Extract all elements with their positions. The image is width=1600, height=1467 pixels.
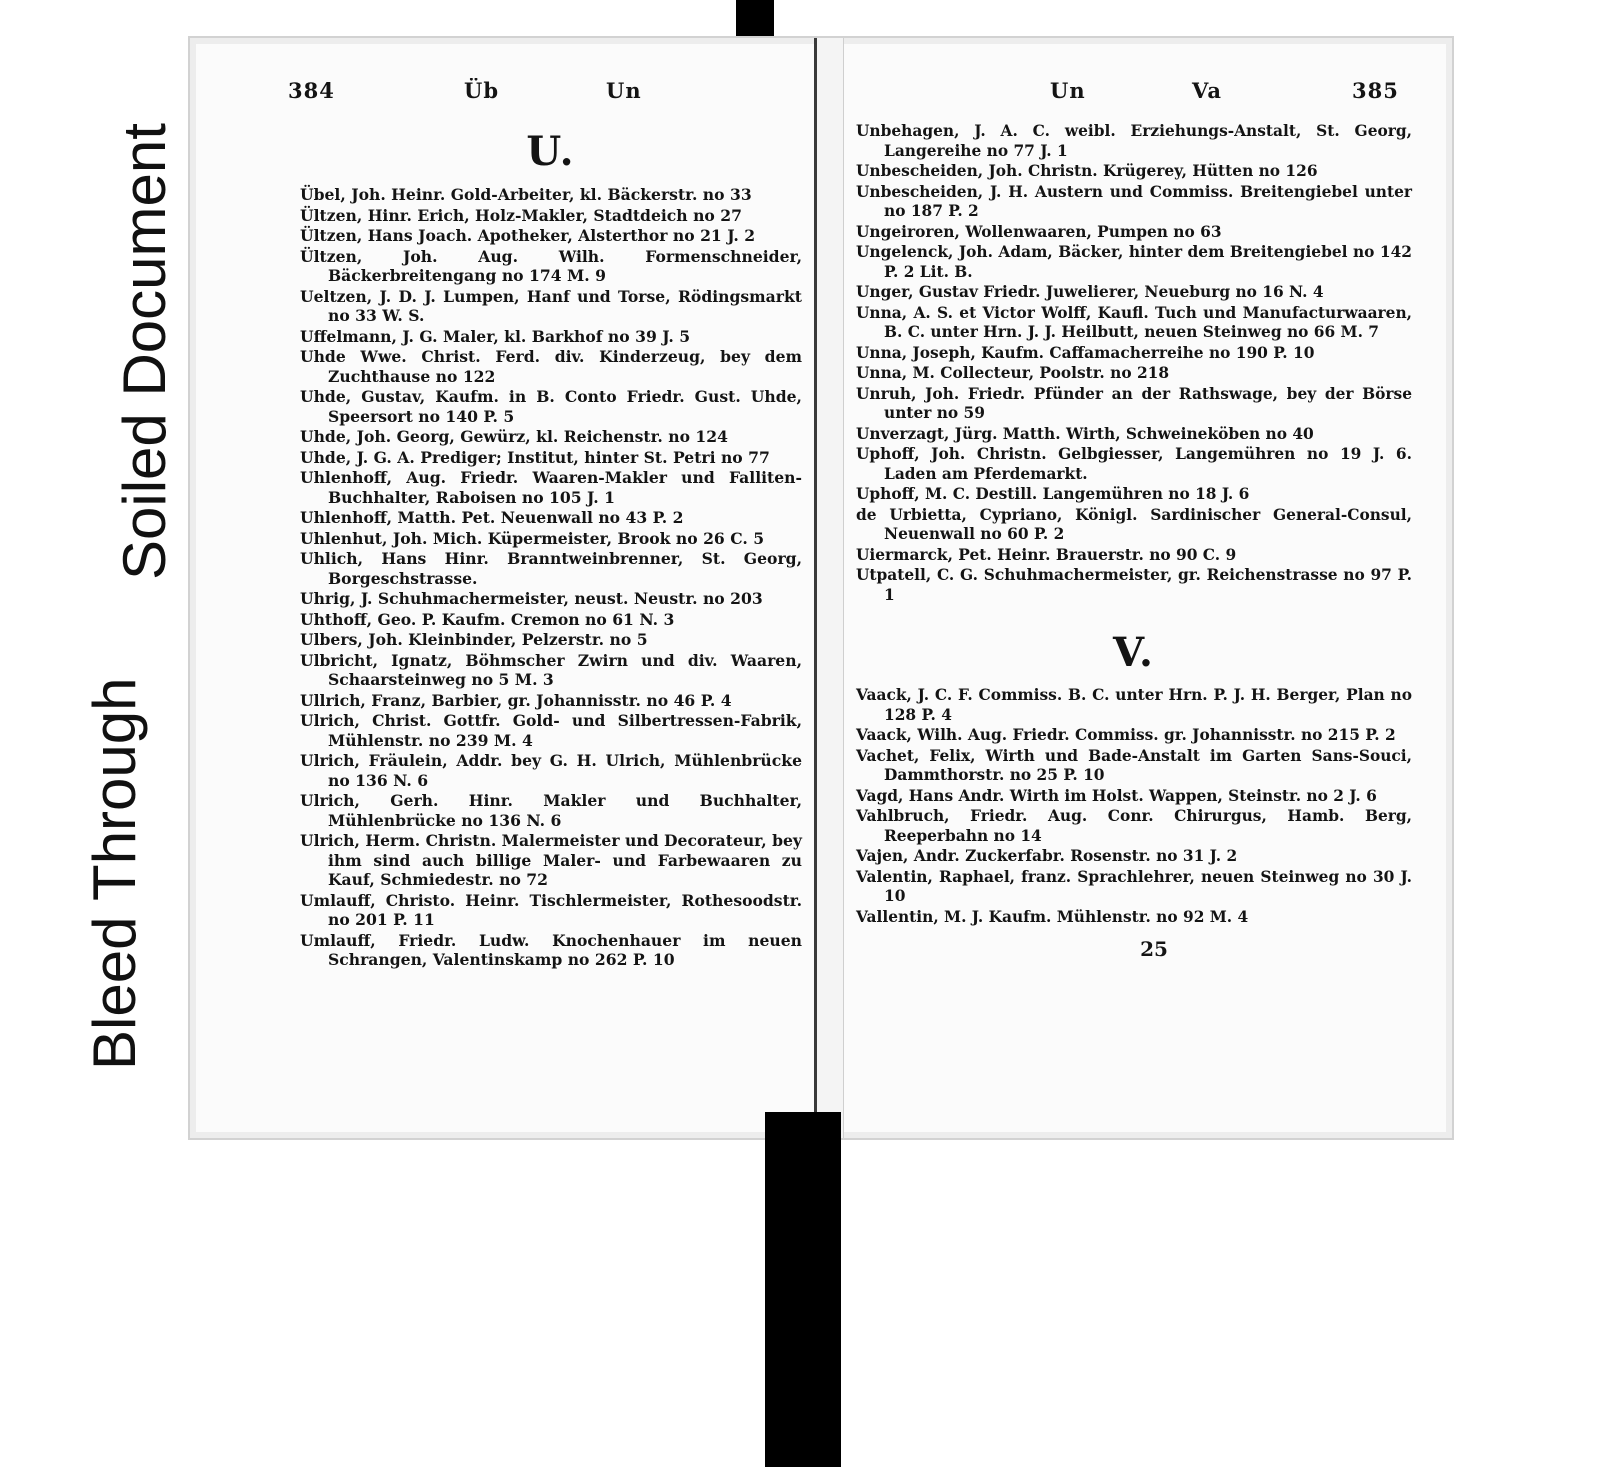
list-item: Ulrich, Fräulein, Addr. bey G. H. Ulrich, Mühlenbrücke no 136 N. 6 (300, 751, 802, 790)
list-item: Vahlbruch, Friedr. Aug. Conr. Chirurgus, Hamb. Berg, Reeperbahn no 14 (856, 807, 1412, 845)
list-item: Ungelenck, Joh. Adam, Bäcker, hinter dem Breitengiebel no 142 P. 2 Lit. B. (856, 243, 1412, 281)
list-item: Unruh, Joh. Friedr. Pfünder an der Rathswage, bey der Börse unter no 59 (856, 384, 1412, 422)
right-running-head (856, 78, 1412, 122)
right-head-right: Va (1192, 78, 1222, 103)
left-entry-list (300, 185, 802, 970)
list-item: Uhde Wwe. Christ. Ferd. div. Kinderzeug, bey dem Zuchthause no 122 (300, 347, 802, 386)
list-item: Vallentin, M. J. Kaufm. Mühlenstr. no 92 M. 4 (856, 907, 1249, 926)
section-letter-v: V. (1113, 629, 1155, 676)
list-item: Uhlich, Hans Hinr. Branntweinbrenner, St. Georg, Borgeschstrasse. (300, 549, 802, 588)
list-item: Uhlenhut, Joh. Mich. Küpermeister, Brook no 26 C. 5 (300, 528, 765, 548)
list-item: Uiermarck, Pet. Heinr. Brauerstr. no 90 C. 9 (856, 545, 1237, 564)
list-item: Ulrich, Gerh. Hinr. Makler und Buchhalter, Mühlenbrücke no 136 N. 6 (300, 791, 802, 830)
left-page-number: 384 (288, 78, 335, 103)
list-item: Uphoff, Joh. Christn. Gelbgiesser, Langemühren no 19 J. 6. Laden am Pferdemarkt. (856, 445, 1412, 483)
list-item: Umlauff, Christo. Heinr. Tischlermeister, Rothesoodstr. no 201 P. 11 (300, 890, 802, 929)
list-item: Unverzagt, Jürg. Matth. Wirth, Schweineköben no 40 (856, 424, 1314, 443)
list-item: Uhrig, J. Schuhmachermeister, neust. Neustr. no 203 (300, 589, 763, 608)
list-item: Ültzen, Hans Joach. Apotheker, Alsterthor no 21 J. 2 (300, 226, 756, 245)
list-item: Uhde, J. G. A. Prediger; Institut, hinter St. Petri no 77 (300, 447, 770, 467)
left-head-right: Un (606, 78, 642, 103)
book-spread (188, 36, 1454, 1140)
list-item: Unna, M. Collecteur, Poolstr. no 218 (856, 364, 1170, 382)
list-item: Uhde, Joh. Georg, Gewürz, kl. Reichenstr. no 124 (300, 427, 728, 446)
scan-edge-strip-bottom (765, 1112, 841, 1467)
list-item: Ungeiroren, Wollenwaaren, Pumpen no 63 (856, 222, 1222, 241)
label-bleed-through: Bleed Through (81, 677, 148, 1070)
list-item: Ulbricht, Ignatz, Böhmscher Zwirn und div. Waaren, Schaarsteinweg no 5 M. 3 (300, 650, 802, 689)
right-head-left: Un (1050, 78, 1086, 103)
list-item: Uhlenhoff, Aug. Friedr. Waaren-Makler und Falliten-Buchhalter, Raboisen no 105 J. 1 (300, 468, 802, 507)
list-item: Übel, Joh. Heinr. Gold-Arbeiter, kl. Bäckerstr. no 33 (300, 185, 752, 204)
list-item: Vagd, Hans Andr. Wirth im Holst. Wappen, Steinstr. no 2 J. 6 (856, 786, 1377, 805)
list-item: Uhlenhoff, Matth. Pet. Neuenwall no 43 P. 2 (300, 508, 684, 527)
list-item: Unbescheiden, J. H. Austern und Commiss. Breitengiebel unter no 187 P. 2 (856, 182, 1412, 220)
section-letter-u: U. (526, 128, 576, 175)
list-item: Unger, Gustav Friedr. Juwelierer, Neueburg no 16 N. 4 (856, 283, 1324, 301)
list-item: Unbescheiden, Joh. Christn. Krügerey, Hütten no 126 (856, 162, 1318, 180)
list-item: Ueltzen, J. D. J. Lumpen, Hanf und Torse, Rödingsmarkt no 33 W. S. (300, 286, 802, 325)
list-item: Ullrich, Franz, Barbier, gr. Johannisstr. no 46 P. 4 (300, 690, 732, 710)
right-entry-list-u (856, 122, 1412, 605)
list-item: Uffelmann, J. G. Maler, kl. Barkhof no 39 J. 5 (300, 326, 691, 346)
list-item: Ulrich, Christ. Gottfr. Gold- und Silbertressen-Fabrik, Mühlenstr. no 239 M. 4 (300, 711, 802, 750)
right-page (840, 78, 1452, 1108)
right-entry-list-v (856, 686, 1412, 927)
list-item: Ulbers, Joh. Kleinbinder, Pelzerstr. no 5 (300, 630, 648, 649)
list-item: Ültzen, Hinr. Erich, Holz-Makler, Stadtdeich no 27 (300, 205, 742, 225)
list-item: Unbehagen, J. A. C. weibl. Erziehungs-Anstalt, St. Georg, Langereihe no 77 J. 1 (856, 122, 1412, 160)
list-item: Valentin, Raphael, franz. Sprachlehrer, neuen Steinweg no 30 J. 10 (856, 867, 1412, 905)
list-item: Ulrich, Herm. Christn. Malermeister und Decorateur, bey ihm sind auch billige Maler- und Farbewaaren zu Kauf, Schmiedestr. no 72 (300, 831, 802, 889)
left-running-head (288, 78, 802, 122)
watermark-label (70, 80, 200, 1070)
list-item: Utpatell, C. G. Schuhmachermeister, gr. Reichenstrasse no 97 P. 1 (856, 566, 1412, 604)
signature-mark: 25 (1140, 937, 1168, 961)
list-item: Uhde, Gustav, Kaufm. in B. Conto Friedr. Gust. Uhde, Speersort no 140 P. 5 (300, 387, 802, 426)
right-page-number: 385 (1352, 78, 1399, 103)
list-item: Vaack, J. C. F. Commiss. B. C. unter Hrn. P. J. H. Berger, Plan no 128 P. 4 (856, 686, 1412, 724)
left-head-left: Üb (464, 78, 499, 103)
list-item: Vaack, Wilh. Aug. Friedr. Commiss. gr. Johannisstr. no 215 P. 2 (856, 726, 1396, 744)
list-item: Umlauff, Friedr. Ludw. Knochenhauer im neuen Schrangen, Valentinskamp no 262 P. 10 (300, 930, 802, 969)
list-item: Ültzen, Joh. Aug. Wilh. Formenschneider, Bäckerbreitengang no 174 M. 9 (300, 246, 802, 285)
list-item: Uphoff, M. C. Destill. Langemühren no 18 J. 6 (856, 485, 1250, 503)
label-soiled-document: Soiled Document (111, 123, 178, 580)
list-item: Uhthoff, Geo. P. Kaufm. Cremon no 61 N. 3 (300, 609, 675, 629)
list-item: Unna, Joseph, Kaufm. Caffamacherreihe no 190 P. 10 (856, 343, 1315, 362)
list-item: de Urbietta, Cypriano, Königl. Sardinischer General-Consul, Neuenwall no 60 P. 2 (856, 505, 1412, 543)
list-item: Vachet, Felix, Wirth und Bade-Anstalt im Garten Sans-Souci, Dammthorstr. no 25 P. 10 (856, 746, 1412, 784)
left-page (210, 78, 814, 1108)
list-item: Unna, A. S. et Victor Wolff, Kaufl. Tuch und Manufacturwaaren, B. C. unter Hrn. J. J. Heilbutt, neuen Steinweg no 66 M. 7 (856, 303, 1412, 341)
list-item: Vajen, Andr. Zuckerfabr. Rosenstr. no 31 J. 2 (856, 847, 1238, 865)
